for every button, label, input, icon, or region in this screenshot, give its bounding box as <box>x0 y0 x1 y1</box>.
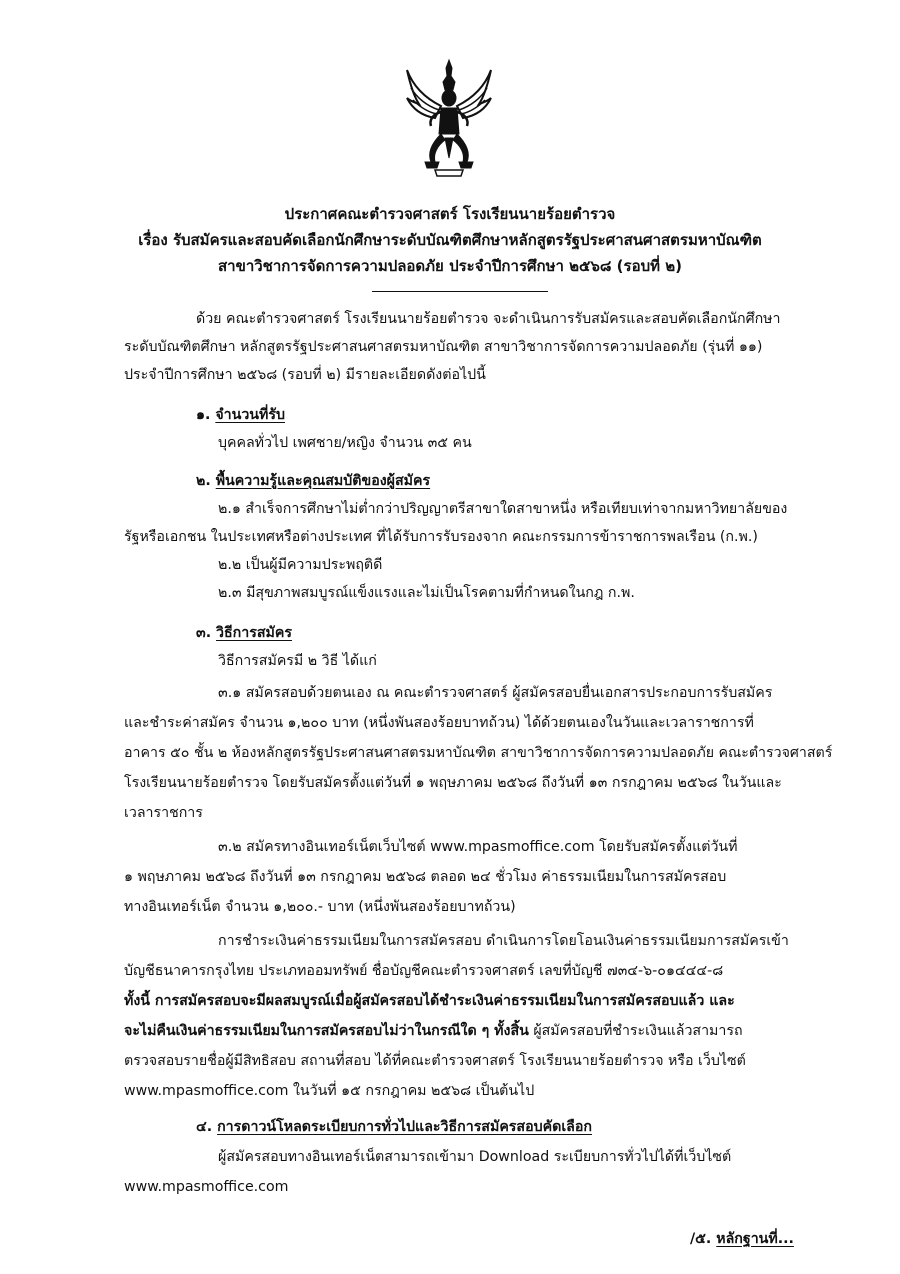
payment-text: ผู้สมัครสอบที่ชำระเงินแล้วสามารถ <box>528 1023 743 1039</box>
payment-notice <box>124 1020 743 1042</box>
continuation-prefix: /๕. <box>690 1231 717 1247</box>
payment-text: www.mpasmoffice.com ในวันที่ ๑๕ กรกฎาคม ๒๕๖๘ เป็นต้นไป <box>124 1083 535 1099</box>
title-divider <box>372 291 548 292</box>
section-3-item: ๓.๒ สมัครทางอินเทอร์เน็ตเว็บไซต์ www.mpasmoffice.com โดยรับสมัครตั้งแต่วันที่ <box>218 839 738 855</box>
announcement-title: ประกาศคณะตำรวจศาสตร์ โรงเรียนนายร้อยตำรวจ <box>284 205 616 223</box>
section-number: ๓. <box>196 625 212 641</box>
section-3-heading <box>196 622 292 644</box>
section-title: การดาวน์โหลดระเบียบการทั่วไปและวิธีการสมัครสอบคัดเลือก <box>217 1119 592 1135</box>
section-number: ๒. <box>196 473 211 489</box>
section-2-item: รัฐหรือเอกชน ในประเทศหรือต่างประเทศ ที่ได้รับการรับรองจาก คณะกรรมการข้าราชการพลเรือน (ก.พ.) <box>124 529 758 545</box>
section-2-item: ๒.๓ มีสุขภาพสมบูรณ์แข็งแรงและไม่เป็นโรคตามที่กำหนดในกฎ ก.พ. <box>218 585 635 601</box>
section-2-heading <box>196 470 430 492</box>
payment-text: ตรวจสอบรายชื่อผู้มีสิทธิสอบ สถานที่สอบ ได้ที่คณะตำรวจศาสตร์ โรงเรียนนายร้อยตำรวจ หรือ เว็บไซต์ <box>124 1053 746 1069</box>
payment-text: บัญชีธนาคารกรุงไทย ประเภทออมทรัพย์ ชื่อบัญชีคณะตำรวจศาสตร์ เลขที่บัญชี ๗๓๔-๖-๐๑๔๔๔-๘ <box>124 963 724 979</box>
intro-line: ประจำปีการศึกษา ๒๕๖๘ (รอบที่ ๒) มีรายละเอียดดังต่อไปนี้ <box>124 367 486 383</box>
section-3-text: วิธีการสมัครมี ๒ วิธี ได้แก่ <box>218 653 377 669</box>
refund-notice: จะไม่คืนเงินค่าธรรมเนียมในการสมัครสอบไม่ว่าในกรณีใด ๆ ทั้งสิ้น <box>124 1023 529 1039</box>
intro-line: ด้วย คณะตำรวจศาสตร์ โรงเรียนนายร้อยตำรวจ จะดำเนินการรับสมัครและสอบคัดเลือกนักศึกษา <box>196 311 781 327</box>
section-1-text: บุคคลทั่วไป เพศชาย/หญิง จำนวน ๓๕ คน <box>218 435 472 451</box>
section-3-item: ทางอินเทอร์เน็ต จำนวน ๑,๒๐๐.- บาท (หนึ่งพันสองร้อยบาทถ้วน) <box>124 899 516 915</box>
section-1-heading <box>196 404 285 426</box>
continuation-text: หลักฐานที่... <box>716 1231 794 1247</box>
section-3-item: โรงเรียนนายร้อยตำรวจ โดยรับสมัครตั้งแต่วันที่ ๑ พฤษภาคม ๒๕๖๘ ถึงวันที่ ๑๓ กรกฎาคม ๒๕๖๘ ในวันและ <box>124 775 782 791</box>
section-4-text: ผู้สมัครสอบทางอินเทอร์เน็ตสามารถเข้ามา Download ระเบียบการทั่วไปได้ที่เว็บไซต์ <box>218 1149 732 1165</box>
section-2-item: ๒.๑ สำเร็จการศึกษาไม่ต่ำกว่าปริญญาตรีสาขาใดสาขาหนึ่ง หรือเทียบเท่าจากมหาวิทยาลัยของ <box>218 501 788 517</box>
payment-notice: ทั้งนี้ การสมัครสอบจะมีผลสมบูรณ์เมื่อผู้สมัครสอบได้ชำระเงินค่าธรรมเนียมในการสมัครสอบแล้ว และ <box>124 993 735 1009</box>
section-4-heading <box>196 1116 592 1138</box>
section-3-item: ๓.๑ สมัครสอบด้วยตนเอง ณ คณะตำรวจศาสตร์ ผู้สมัครสอบยื่นเอกสารประกอบการรับสมัคร <box>218 685 773 701</box>
section-number: ๑. <box>196 407 211 423</box>
section-title: วิธีการสมัคร <box>216 625 292 641</box>
payment-text: การชำระเงินค่าธรรมเนียมในการสมัครสอบ ดำเนินการโดยโอนเงินค่าธรรมเนียมการสมัครเข้า <box>218 933 789 949</box>
section-3-item: และชำระค่าสมัคร จำนวน ๑,๒๐๐ บาท (หนึ่งพันสองร้อยบาทถ้วน) ได้ด้วยตนเองในวันและเวลาราชการที่ <box>124 715 754 731</box>
garuda-emblem-icon <box>405 58 493 180</box>
section-4-link-text: www.mpasmoffice.com <box>124 1179 289 1195</box>
section-2-item: ๒.๒ เป็นผู้มีความประพฤติดี <box>218 557 383 573</box>
section-3-item: เวลาราชการ <box>124 805 203 821</box>
intro-line: ระดับบัณฑิตศึกษา หลักสูตรรัฐประศาสนศาสตรมหาบัณฑิต สาขาวิชาการจัดการความปลอดภัย (รุ่นที่ ๑๑) <box>124 339 763 355</box>
page-continuation <box>690 1228 794 1250</box>
section-3-item: อาคาร ๕๐ ชั้น ๒ ห้องหลักสูตรรัฐประศาสนศาสตรมหาบัณฑิต สาขาวิชาการจัดการความปลอดภัย คณะตำรวจศาสตร์ <box>124 745 833 761</box>
announcement-subject-continued: สาขาวิชาการจัดการความปลอดภัย ประจำปีการศึกษา ๒๕๖๘ (รอบที่ ๒) <box>218 257 682 275</box>
section-number: ๔. <box>196 1119 213 1135</box>
section-title: พื้นความรู้และคุณสมบัติของผู้สมัคร <box>215 473 431 489</box>
section-title: จำนวนที่รับ <box>215 407 285 423</box>
announcement-subject: เรื่อง รับสมัครและสอบคัดเลือกนักศึกษาระดับบัณฑิตศึกษาหลักสูตรรัฐประศาสนศาสตรมหาบัณฑิต <box>138 231 762 249</box>
section-3-item: ๑ พฤษภาคม ๒๕๖๘ ถึงวันที่ ๑๓ กรกฎาคม ๒๕๖๘ ตลอด ๒๔ ชั่วโมง ค่าธรรมเนียมในการสมัครสอบ <box>124 869 727 885</box>
